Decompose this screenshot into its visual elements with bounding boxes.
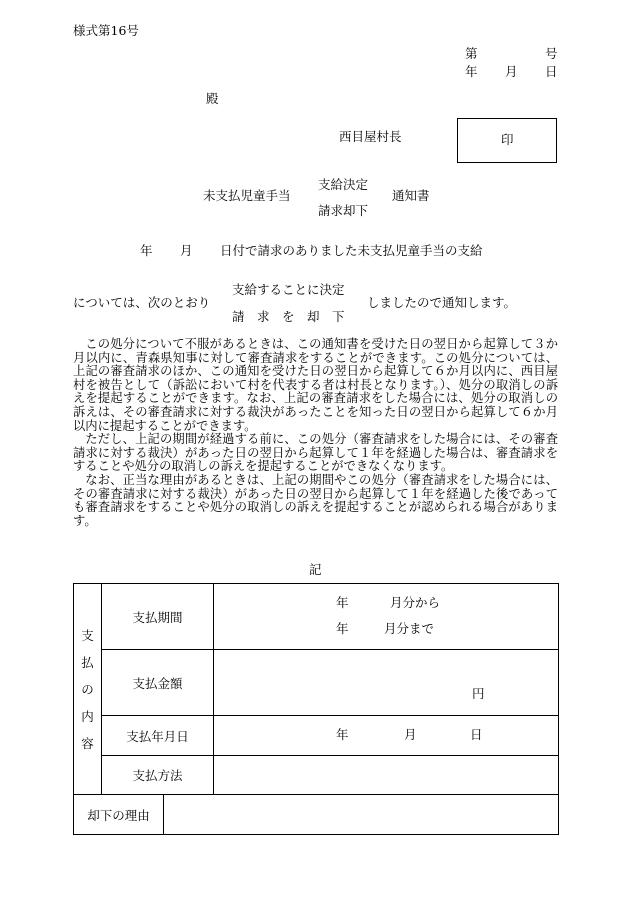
- payment-amount-label: 支払金額: [102, 650, 214, 716]
- decision-suffix: しましたので通知します。: [367, 295, 517, 310]
- title-suffix: 通知書: [392, 188, 430, 203]
- payment-method-label: 支払方法: [102, 756, 214, 795]
- notice-body: [73, 338, 558, 528]
- issuer-name: 西目屋村長: [339, 129, 402, 144]
- amount-unit: 円: [472, 686, 485, 701]
- form-number: 様式第16号: [73, 23, 139, 38]
- payment-date-label: 支払年月日: [102, 716, 214, 756]
- vertical-label-payment-contents: 支 払 の 内 容: [74, 584, 102, 795]
- period-to-year: 年: [336, 621, 349, 636]
- date-day-field: 日: [470, 727, 483, 742]
- date-month-field: 月: [404, 727, 417, 742]
- payment-period-value[interactable]: [214, 584, 559, 650]
- decision-option-1: 支給することに決定: [232, 282, 345, 297]
- seal-label: 印: [501, 132, 514, 147]
- title-prefix: 未支払児童手当: [203, 188, 291, 203]
- seal-box: [457, 118, 557, 163]
- title-option-2: 請求却下: [318, 203, 369, 218]
- decision-prefix: については、次のとおり: [73, 295, 211, 310]
- row-rejection-reason: [74, 795, 559, 835]
- row-payment-date: [74, 716, 559, 756]
- doc-number-go: 号: [545, 46, 558, 61]
- intro-month: 月: [180, 243, 193, 258]
- addressee-suffix: 殿: [206, 91, 219, 106]
- rejection-reason-label: 却下の理由: [74, 795, 164, 835]
- date-month: 月: [505, 64, 518, 79]
- title-option-1: 支給決定: [318, 177, 369, 192]
- intro-text: 日付で請求のありました未支払児童手当の支給: [220, 243, 483, 258]
- ki-heading: 記: [309, 562, 322, 577]
- date-year: 年: [465, 64, 478, 79]
- doc-number-dai: 第: [465, 46, 478, 61]
- payment-amount-value[interactable]: [214, 650, 559, 716]
- notice-paragraph: この処分について不服があるときは、この通知書を受けた日の翌日から起算して３か月以内に、青森県知事に対して審査請求をすることができます。この処分については、上記の審査請求のほか、この通知を受けた日の翌日から起算して６か月以内に、西目屋村を被告として（訴訟において村を代表する者は村長となります。）、処分の取消しの訴えを提起することができます。なお、上記の審査請求をした場合には、処分の取消しの訴えは、その審査請求に対する裁決があったことを知った日の翌日から起算して６か月以内に提起することができます。: [73, 337, 558, 433]
- row-payment-period: [74, 584, 559, 650]
- notice-paragraph: ただし、上記の期間が経過する前に、この処分（審査請求をした場合には、その審査請求に対する裁決）があった日の翌日から起算して１年を経過した場合は、審査請求をすることや処分の取消しの訴えを提起することができなくなります。: [73, 432, 558, 474]
- payment-method-value[interactable]: [214, 756, 559, 795]
- intro-year: 年: [140, 243, 153, 258]
- period-from-year: 年: [336, 595, 349, 610]
- period-from-month: 月分から: [390, 595, 441, 610]
- payment-period-label: 支払期間: [102, 584, 214, 650]
- period-to-month: 月分まで: [384, 621, 435, 636]
- payment-details-table: [73, 583, 559, 835]
- date-day: 日: [545, 64, 558, 79]
- row-payment-method: [74, 756, 559, 795]
- decision-option-2: 請 求 を 却 下: [232, 309, 345, 324]
- date-year-field: 年: [336, 727, 349, 742]
- rejection-reason-value[interactable]: [164, 795, 559, 835]
- payment-date-value[interactable]: [214, 716, 559, 756]
- notice-paragraph: なお、正当な理由があるときは、上記の期間やこの処分（審査請求をした場合には、その審査請求に対する裁決）があった日の翌日から起算して１年を経過した後であっても審査請求をすることや処分の取消しの訴えを提起することが認められる場合があります。: [73, 472, 558, 528]
- row-payment-amount: [74, 650, 559, 716]
